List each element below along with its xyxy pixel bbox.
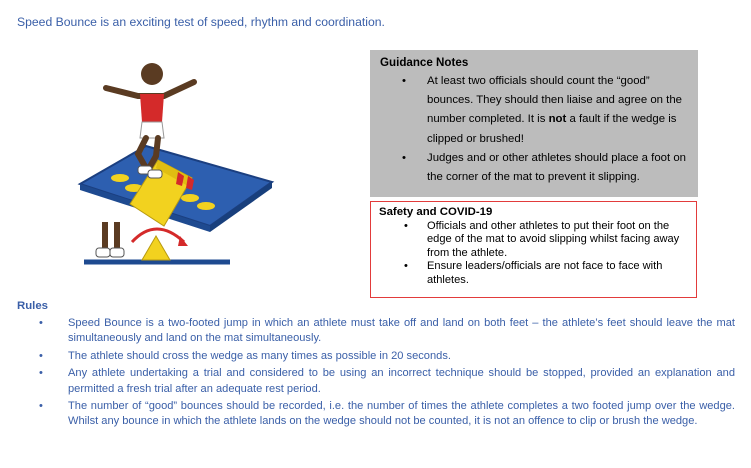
safety-item: • Officials and other athletes to put their foot on the edge of the mat to avoid slipping whilst facing away from the athlete. [404, 220, 680, 259]
guidance-item: • Judges and or other athletes should place a foot on the corner of the mat to prevent it slipping. [402, 151, 687, 184]
guidance-notes-title: Guidance Notes [380, 56, 469, 69]
rule-item: • The athlete should cross the wedge as many times as possible in 20 seconds. [39, 349, 451, 362]
safety-item: • Ensure leaders/officials are not face to face with athletes. [404, 260, 663, 286]
safety-covid-box [370, 201, 697, 298]
guidance-item: • At least two officials should count the “good” bounces. They should then liaise and agree on the number completed. It is not a fault if the wedge is clipped or brushed! [402, 75, 682, 145]
rule-item: • Any athlete undertaking a trial and considered to be using an incorrect technique should be stopped, provided an explanation and permitted a fresh trial after an adequate rest period. [39, 367, 735, 395]
rule-item: • The number of “good” bounces should be recorded, i.e. the number of times the athlete completes a two footed jump over the wedge. Whilst any bounce in which the athlete lands on the wedge should not be counted, it is not an offence to clip or brush the wedge. [39, 400, 735, 428]
intro-text: Speed Bounce is an exciting test of speed, rhythm and coordination. [17, 15, 385, 29]
safety-title: Safety and COVID-19 [379, 206, 493, 218]
rule-item: • Speed Bounce is a two-footed jump in which an athlete must take off and land on both feet – the athlete’s feet should leave the mat simultaneously and land on the mat simultaneously. [39, 317, 735, 345]
rules-heading: Rules [17, 300, 49, 312]
guidance-notes-box [370, 50, 698, 197]
rules-list [17, 316, 735, 432]
speed-bounce-illustration [60, 38, 280, 270]
